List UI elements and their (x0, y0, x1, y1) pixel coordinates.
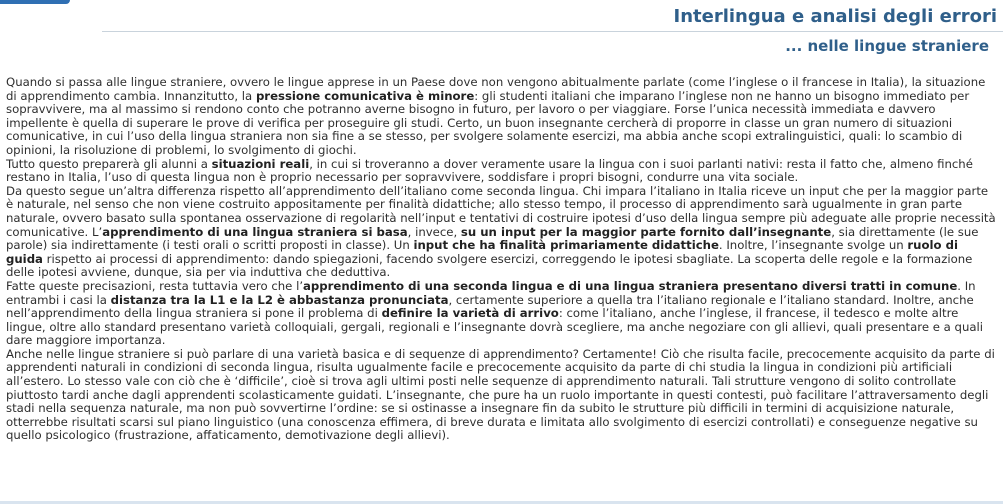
paragraph-text: , certamente superiore a quella tra l’italiano regionale e l’italiano standard. Inoltre, anche nell’apprendimento della lingua straniera si pone il problema di (6, 292, 974, 321)
emphasis-text: ruolo di guida (6, 238, 958, 266)
emphasis-text: definire la varietà di arrivo (381, 306, 559, 321)
paragraph-text: , sia direttamente (le sue parole) sia indirettamente (i testi orali o scritti proposti in classe). Un (6, 224, 979, 253)
article-body (6, 76, 996, 443)
title-divider (102, 31, 1003, 32)
paragraph (6, 348, 996, 443)
emphasis-text: pressione comunicativa è minore (255, 88, 475, 103)
page-title: Interlingua e analisi degli errori (673, 6, 997, 27)
top-left-tab-decoration (0, 0, 70, 4)
paragraph-text: Quando si passa alle lingue straniere, ovvero le lingue apprese in un Paese dove non vengono abitualmente parlate (come l’inglese o il francese in Italia), la situazione di apprendimento cambia. Innanzitutto, la (6, 75, 986, 103)
paragraph (6, 76, 996, 158)
emphasis-text: apprendimento di una lingua straniera si basa (102, 224, 408, 239)
paragraph (6, 280, 996, 348)
paragraph-text: . In entrambi i casi la (6, 278, 976, 307)
emphasis-text: situazioni reali (211, 156, 310, 171)
emphasis-text: su un input per la maggior parte fornito dall’insegnante (460, 224, 832, 239)
paragraph-text: : gli studenti italiani che imparano l’inglese non ne hanno un bisogno immediato per sopravvivere, ma al massimo si rendono conto che potranno averne bisogno in futuro, per lavoro o per viaggiare. Forse l’unica necessità immediata e davvero impellente è quella di superare le prove di verifica per proseguire gli studi. Certo, un buon insegnante cercherà di proporre in classe un gran numero di situazioni comunicative, in cui l’uso della lingua straniera non sia fine a se stesso, per svolgere solamente esercizi, ma abbia anche scopi extralinguistici, quali: lo scambio di opinioni, la risoluzione di problemi, lo svolgimento di giochi. (6, 88, 970, 157)
paragraph-text: , in cui si troveranno a dover veramente usare la lingua con i suoi parlanti nativi: resta il fatto che, almeno finché restano in Italia, l’uso di questa lingua non è proprio necessario per sopravvivere, soddisfare i propri bisogni, condurre una vita sociale. (6, 156, 973, 185)
paragraph-text: Da questo segue un’altra differenza rispetto all’apprendimento dell’italiano come seconda lingua. Chi impara l’italiano in Italia riceve un input che per la maggior parte è naturale, nel senso che non viene costruito appositamente per finalità didattiche; allo stesso tempo, il processo di apprendimento sarà ugualmente in gran parte naturale, ovvero basato sulla spontanea osservazione di regolarità nell’input e tentativi di costruire ipotesi d’uso della lingua sempre più adeguate alle proprie necessità comunicative. L’ (6, 183, 996, 239)
emphasis-text: input che ha finalità primariamente didattiche (413, 238, 719, 253)
paragraph-text: Fatte queste precisazioni, resta tuttavia vero che l’ (6, 278, 304, 293)
page-subtitle: ... nelle lingue straniere (785, 37, 989, 55)
emphasis-text: apprendimento di una seconda lingua e di una lingua straniera presentano diversi tratti in comune (303, 278, 958, 293)
emphasis-text: distanza tra la L1 e la L2 è abbastanza pronunciata (110, 292, 449, 307)
paragraph-text: rispetto ai processi di apprendimento: dando spiegazioni, facendo svolgere esercizi, correggendo le ipotesi sbagliate. La scoperta delle regole e la formazione delle ipotesi avviene, dunque, sia per via induttiva che deduttiva. (6, 251, 973, 280)
paragraph-text: . Inoltre, l’insegnante svolge un (718, 238, 908, 253)
paragraph-text: Tutto questo preparerà gli alunni a (6, 156, 212, 171)
paragraph (6, 158, 996, 185)
paragraph-text: , invece, (407, 224, 461, 239)
paragraph-text: Anche nelle lingue straniere si può parlare di una varietà basica e di sequenze di apprendimento? Certamente! Ciò che risulta facile, precocemente acquisito da parte di apprendenti naturali in condizioni di seconda lingua, risulta ugualmente facile e precocemente acquisito da parte di chi studia la lingua in condizioni più artificiali all’estero. Lo stesso vale con ciò che è ‘difficile’, cioè si trova agli ultimi posti nelle sequenze di apprendimento naturali. Tali strutture vengono di solito controllate piuttosto tardi anche dagli apprendenti scolasticamente guidati. L’insegnante, che pure ha un ruolo importante in questi contesti, può facilitare l’attraversamento degli stadi nella sequenza naturale, ma non può sovvertirne l’ordine: se si ostinasse a insegnare fin da subito le strutture più difficili in termini di acquisizione naturale, otterrebbe risultati scarsi sul piano linguistico (una conoscenza effimera, di breve durata e limitata allo svolgimento di esercizi controllati) e conseguenze negative su quello psicologico (frustrazione, affaticamento, demotivazione degli allievi). (6, 346, 995, 443)
paragraph (6, 185, 996, 280)
paragraph-text: : come l’italiano, anche l’inglese, il francese, il tedesco e molte altre lingue, oltre allo standard presentano varietà colloquiali, gergali, regionali e l’insegnante dovrà scegliere, ma anche negoziare con gli allievi, quali presentare e a quali dare maggiore importanza. (6, 306, 984, 348)
